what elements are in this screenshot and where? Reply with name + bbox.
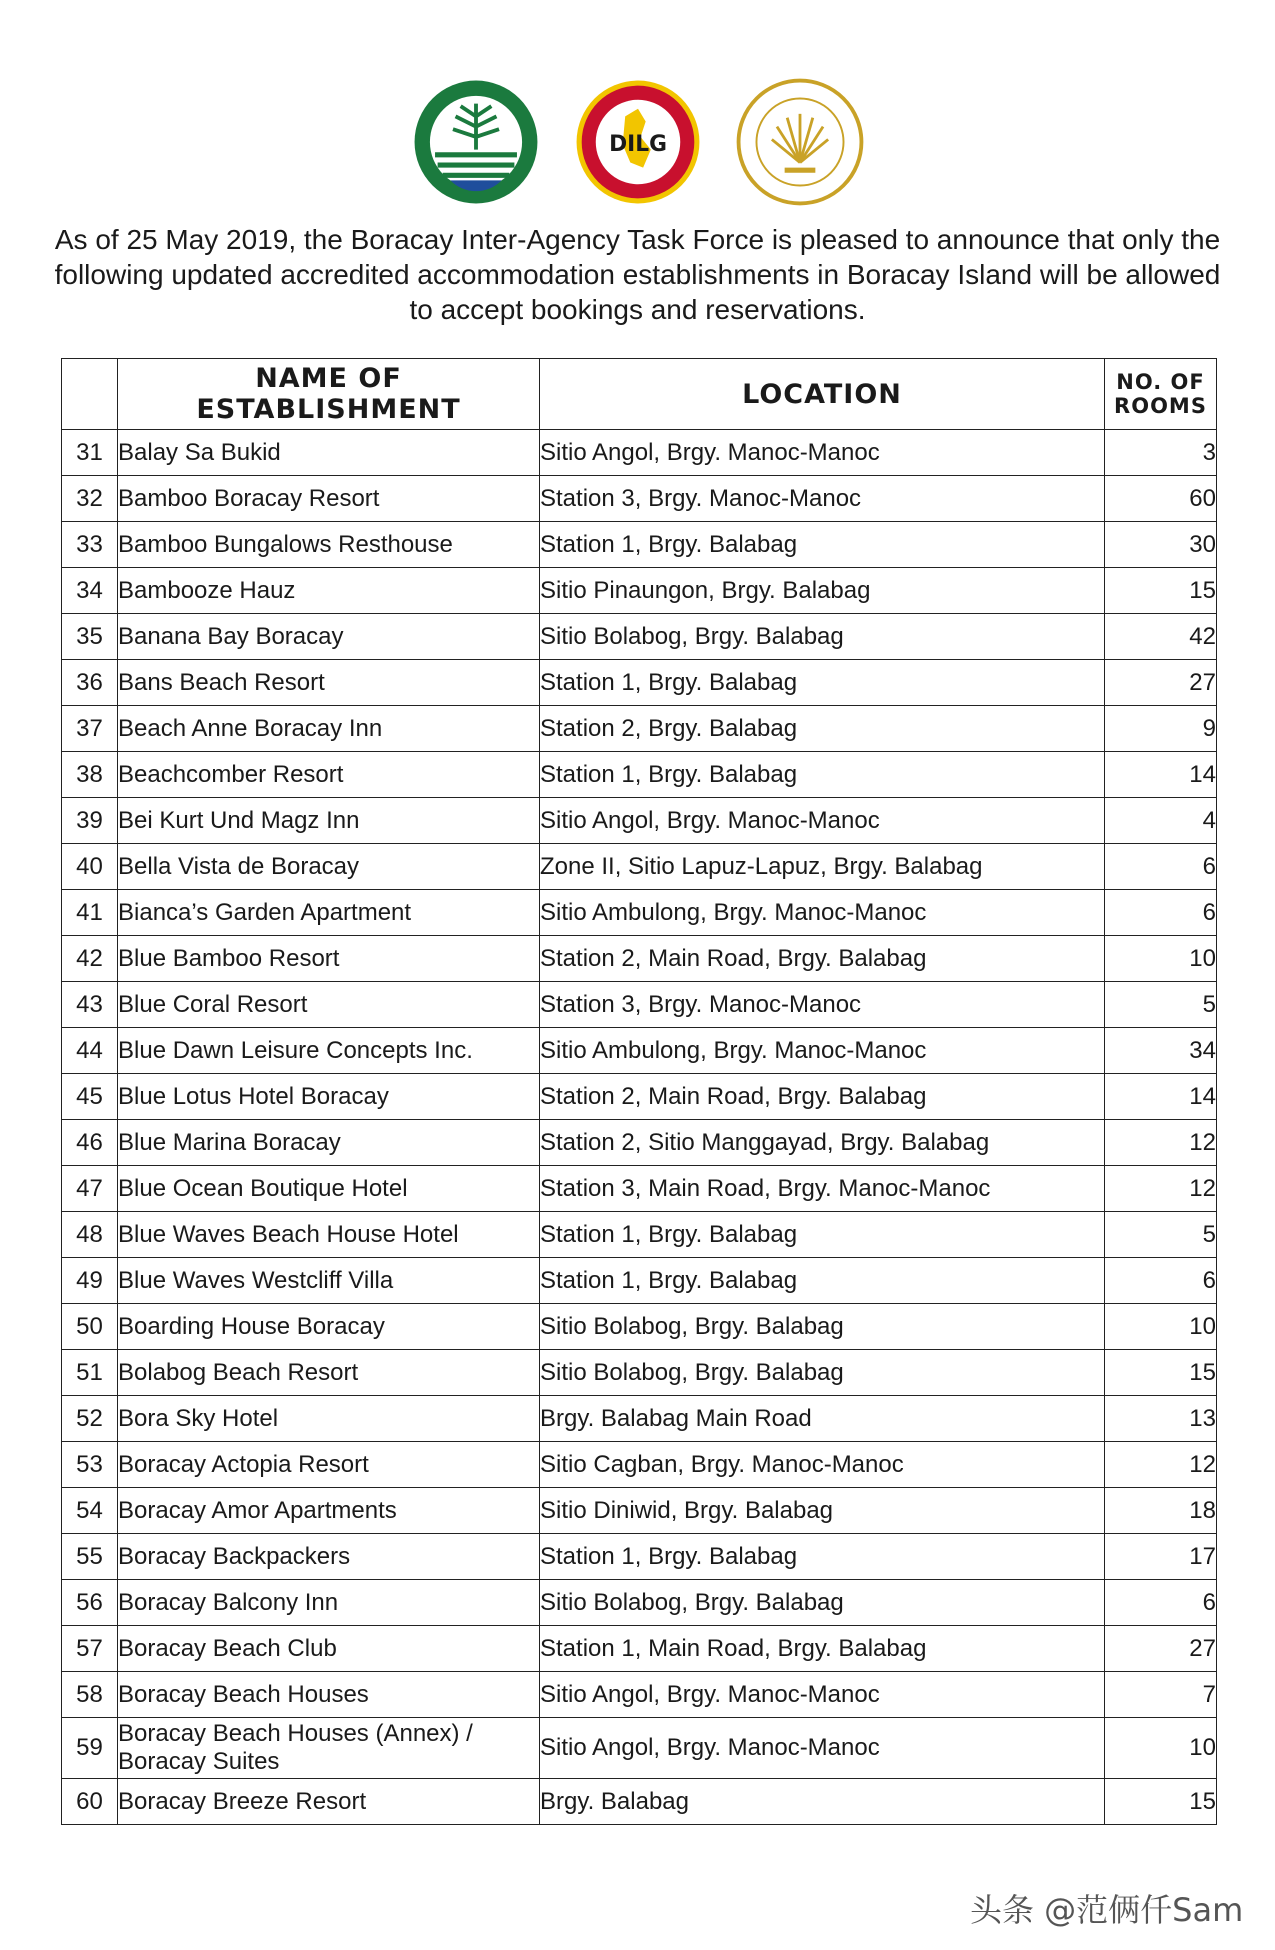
- row-rooms: 27: [1105, 660, 1217, 706]
- table-row: [62, 1028, 1217, 1074]
- row-number: 45: [62, 1074, 118, 1120]
- row-name: Blue Ocean Boutique Hotel: [118, 1166, 540, 1212]
- table-row: [62, 1534, 1217, 1580]
- row-location: Sitio Diniwid, Brgy. Balabag: [540, 1488, 1105, 1534]
- table-row: [62, 1350, 1217, 1396]
- row-location: Sitio Bolabog, Brgy. Balabag: [540, 614, 1105, 660]
- table-row: [62, 476, 1217, 522]
- row-name: Bamboo Bungalows Resthouse: [118, 522, 540, 568]
- row-number: 59: [62, 1718, 118, 1779]
- row-rooms: 12: [1105, 1442, 1217, 1488]
- row-number: 42: [62, 936, 118, 982]
- row-number: 51: [62, 1350, 118, 1396]
- table-row: [62, 1396, 1217, 1442]
- row-name: Bella Vista de Boracay: [118, 844, 540, 890]
- row-location: Station 1, Main Road, Brgy. Balabag: [540, 1626, 1105, 1672]
- row-number: 58: [62, 1672, 118, 1718]
- row-rooms: 5: [1105, 1212, 1217, 1258]
- row-name: Balay Sa Bukid: [118, 430, 540, 476]
- table-row: [62, 660, 1217, 706]
- table-row: [62, 890, 1217, 936]
- table-row: [62, 1718, 1217, 1779]
- row-location: Station 2, Brgy. Balabag: [540, 706, 1105, 752]
- table-row: [62, 798, 1217, 844]
- row-rooms: 17: [1105, 1534, 1217, 1580]
- row-name: Bora Sky Hotel: [118, 1396, 540, 1442]
- row-location: Station 1, Brgy. Balabag: [540, 1258, 1105, 1304]
- row-number: 40: [62, 844, 118, 890]
- table-row: [62, 844, 1217, 890]
- row-location: Sitio Bolabog, Brgy. Balabag: [540, 1350, 1105, 1396]
- row-name: Boracay Breeze Resort: [118, 1779, 540, 1825]
- row-rooms: 18: [1105, 1488, 1217, 1534]
- row-location: Sitio Angol, Brgy. Manoc-Manoc: [540, 430, 1105, 476]
- row-number: 47: [62, 1166, 118, 1212]
- row-rooms: 15: [1105, 1350, 1217, 1396]
- row-rooms: 10: [1105, 1304, 1217, 1350]
- row-rooms: 14: [1105, 1074, 1217, 1120]
- row-rooms: 9: [1105, 706, 1217, 752]
- row-location: Sitio Pinaungon, Brgy. Balabag: [540, 568, 1105, 614]
- table-row: [62, 522, 1217, 568]
- row-number: 32: [62, 476, 118, 522]
- row-name: Bans Beach Resort: [118, 660, 540, 706]
- row-number: 31: [62, 430, 118, 476]
- denr-seal-icon: [412, 78, 540, 206]
- row-rooms: 15: [1105, 1779, 1217, 1825]
- row-location: Sitio Bolabog, Brgy. Balabag: [540, 1580, 1105, 1626]
- row-number: 48: [62, 1212, 118, 1258]
- row-rooms: 10: [1105, 1718, 1217, 1779]
- row-location: Sitio Bolabog, Brgy. Balabag: [540, 1304, 1105, 1350]
- row-number: 41: [62, 890, 118, 936]
- row-rooms: 6: [1105, 1580, 1217, 1626]
- header-location: LOCATION: [540, 359, 1105, 430]
- row-name: Boracay Amor Apartments: [118, 1488, 540, 1534]
- row-name: Bianca’s Garden Apartment: [118, 890, 540, 936]
- dilg-seal-icon: [574, 78, 702, 206]
- row-rooms: 34: [1105, 1028, 1217, 1074]
- svg-text:DILG: DILG: [608, 131, 667, 157]
- row-name: Boracay Beach Houses: [118, 1672, 540, 1718]
- row-rooms: 5: [1105, 982, 1217, 1028]
- table-row: [62, 1212, 1217, 1258]
- row-name: Blue Marina Boracay: [118, 1120, 540, 1166]
- row-name: Bamboo Boracay Resort: [118, 476, 540, 522]
- row-number: 56: [62, 1580, 118, 1626]
- row-name: Blue Bamboo Resort: [118, 936, 540, 982]
- watermark: 头条 @范俩仟Sam: [970, 1891, 1244, 1929]
- row-number: 35: [62, 614, 118, 660]
- row-name: Bambooze Hauz: [118, 568, 540, 614]
- row-name: Boarding House Boracay: [118, 1304, 540, 1350]
- row-name: Boracay Beach Houses (Annex) / Boracay Suites: [118, 1718, 540, 1779]
- header-rooms: NO. OF ROOMS: [1105, 359, 1217, 430]
- row-location: Sitio Ambulong, Brgy. Manoc-Manoc: [540, 1028, 1105, 1074]
- row-location: Station 3, Brgy. Manoc-Manoc: [540, 982, 1105, 1028]
- row-name: Boracay Beach Club: [118, 1626, 540, 1672]
- table-row: [62, 1258, 1217, 1304]
- table-row: [62, 1120, 1217, 1166]
- row-rooms: 42: [1105, 614, 1217, 660]
- row-name: Boracay Backpackers: [118, 1534, 540, 1580]
- row-name: Blue Dawn Leisure Concepts Inc.: [118, 1028, 540, 1074]
- row-location: Station 2, Main Road, Brgy. Balabag: [540, 1074, 1105, 1120]
- row-rooms: 6: [1105, 844, 1217, 890]
- row-rooms: 12: [1105, 1166, 1217, 1212]
- row-number: 60: [62, 1779, 118, 1825]
- table-row: [62, 1074, 1217, 1120]
- row-name: Bolabog Beach Resort: [118, 1350, 540, 1396]
- table-row: [62, 1166, 1217, 1212]
- row-rooms: 4: [1105, 798, 1217, 844]
- row-name: Blue Coral Resort: [118, 982, 540, 1028]
- table-row: [62, 1779, 1217, 1825]
- row-location: Zone II, Sitio Lapuz-Lapuz, Brgy. Balabag: [540, 844, 1105, 890]
- row-name: Blue Lotus Hotel Boracay: [118, 1074, 540, 1120]
- row-number: 38: [62, 752, 118, 798]
- table-row: [62, 982, 1217, 1028]
- row-number: 54: [62, 1488, 118, 1534]
- table-header-row: [62, 359, 1217, 430]
- row-number: 46: [62, 1120, 118, 1166]
- row-rooms: 15: [1105, 568, 1217, 614]
- row-rooms: 60: [1105, 476, 1217, 522]
- row-name: Bei Kurt Und Magz Inn: [118, 798, 540, 844]
- row-location: Station 2, Main Road, Brgy. Balabag: [540, 936, 1105, 982]
- row-number: 49: [62, 1258, 118, 1304]
- row-number: 52: [62, 1396, 118, 1442]
- row-rooms: 6: [1105, 890, 1217, 936]
- row-number: 50: [62, 1304, 118, 1350]
- row-rooms: 14: [1105, 752, 1217, 798]
- table-row: [62, 1304, 1217, 1350]
- row-name: Banana Bay Boracay: [118, 614, 540, 660]
- row-name: Boracay Actopia Resort: [118, 1442, 540, 1488]
- row-number: 55: [62, 1534, 118, 1580]
- establishments-table: [61, 358, 1217, 1825]
- row-location: Sitio Angol, Brgy. Manoc-Manoc: [540, 1718, 1105, 1779]
- row-location: Station 1, Brgy. Balabag: [540, 660, 1105, 706]
- intro-paragraph: As of 25 May 2019, the Boracay Inter-Agency Task Force is pleased to announce that only the following updated accredited accommodation establishments in Boracay Island will be allowed to accept bookings and reservations.: [54, 224, 1221, 325]
- row-rooms: 7: [1105, 1672, 1217, 1718]
- table-row: [62, 752, 1217, 798]
- table-row: [62, 1672, 1217, 1718]
- table-row: [62, 1626, 1217, 1672]
- row-location: Station 3, Brgy. Manoc-Manoc: [540, 476, 1105, 522]
- table-row: [62, 1442, 1217, 1488]
- row-number: 36: [62, 660, 118, 706]
- row-rooms: 6: [1105, 1258, 1217, 1304]
- row-location: Station 1, Brgy. Balabag: [540, 1212, 1105, 1258]
- row-rooms: 3: [1105, 430, 1217, 476]
- table-row: [62, 568, 1217, 614]
- row-rooms: 30: [1105, 522, 1217, 568]
- row-location: Station 2, Sitio Manggayad, Brgy. Balabag: [540, 1120, 1105, 1166]
- row-location: Sitio Ambulong, Brgy. Manoc-Manoc: [540, 890, 1105, 936]
- row-name: Boracay Balcony Inn: [118, 1580, 540, 1626]
- row-number: 44: [62, 1028, 118, 1074]
- row-number: 37: [62, 706, 118, 752]
- logo-row: [0, 78, 1275, 206]
- row-name: Beachcomber Resort: [118, 752, 540, 798]
- row-location: Station 1, Brgy. Balabag: [540, 1534, 1105, 1580]
- row-number: 34: [62, 568, 118, 614]
- row-number: 53: [62, 1442, 118, 1488]
- row-location: Brgy. Balabag: [540, 1779, 1105, 1825]
- row-location: Station 1, Brgy. Balabag: [540, 522, 1105, 568]
- row-location: Station 1, Brgy. Balabag: [540, 752, 1105, 798]
- row-location: Sitio Angol, Brgy. Manoc-Manoc: [540, 1672, 1105, 1718]
- row-name: Blue Waves Beach House Hotel: [118, 1212, 540, 1258]
- table-row: [62, 1580, 1217, 1626]
- row-rooms: 13: [1105, 1396, 1217, 1442]
- row-number: 57: [62, 1626, 118, 1672]
- table-row: [62, 936, 1217, 982]
- row-rooms: 10: [1105, 936, 1217, 982]
- row-name: Blue Waves Westcliff Villa: [118, 1258, 540, 1304]
- row-location: Brgy. Balabag Main Road: [540, 1396, 1105, 1442]
- row-number: 33: [62, 522, 118, 568]
- row-location: Sitio Angol, Brgy. Manoc-Manoc: [540, 798, 1105, 844]
- table-row: [62, 706, 1217, 752]
- row-number: 39: [62, 798, 118, 844]
- row-number: 43: [62, 982, 118, 1028]
- row-rooms: 12: [1105, 1120, 1217, 1166]
- table-row: [62, 1488, 1217, 1534]
- row-location: Station 3, Main Road, Brgy. Manoc-Manoc: [540, 1166, 1105, 1212]
- header-num: [62, 359, 118, 430]
- dot-seal-icon: [736, 78, 864, 206]
- row-rooms: 27: [1105, 1626, 1217, 1672]
- table-row: [62, 430, 1217, 476]
- row-location: Sitio Cagban, Brgy. Manoc-Manoc: [540, 1442, 1105, 1488]
- header-name: NAME OF ESTABLISHMENT: [118, 359, 540, 430]
- table-row: [62, 614, 1217, 660]
- row-name: Beach Anne Boracay Inn: [118, 706, 540, 752]
